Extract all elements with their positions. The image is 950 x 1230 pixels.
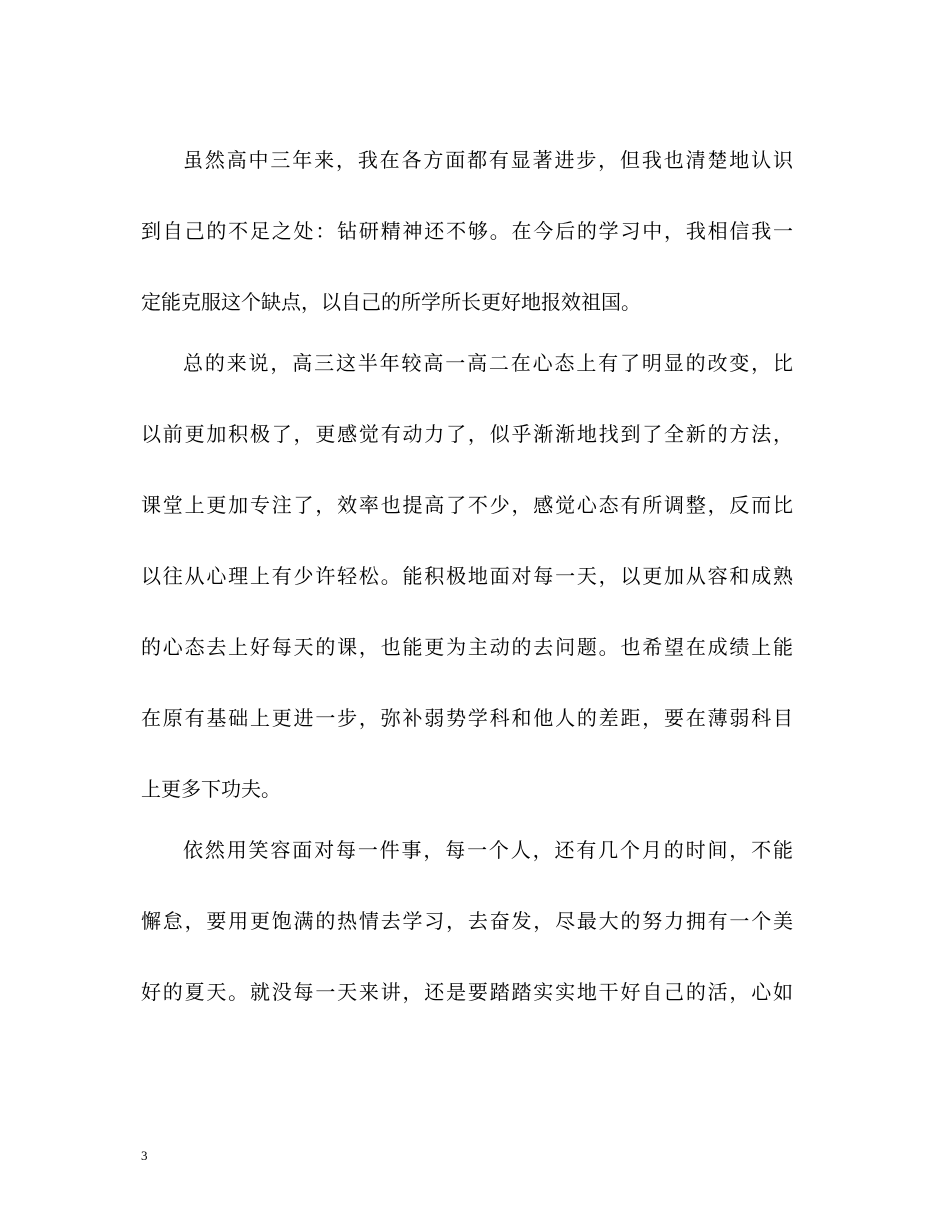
paragraph-2-line-3: 课堂上更加专注了，效率也提高了不少，感觉心态有所调整，反而比	[141, 493, 793, 517]
paragraph-1-line-3: 定能克服这个缺点，以自己的所学所长更好地报效祖国。	[141, 290, 641, 314]
paragraph-2-line-1: 总的来说，高三这半年较高一高二在心态上有了明显的改变，比	[183, 351, 793, 375]
paragraph-2-line-6: 在原有基础上更进一步，弥补弱势学科和他人的差距，要在薄弱科目	[141, 706, 793, 730]
paragraph-2-line-4: 以往从心理上有少许轻松。能积极地面对每一天，以更加从容和成熟	[141, 564, 793, 588]
paragraph-2-line-7: 上更多下功夫。	[141, 777, 281, 801]
paragraph-1-line-2: 到自己的不足之处：钻研精神还不够。在今后的学习中，我相信我一	[141, 219, 793, 243]
paragraph-2-line-2: 以前更加积极了，更感觉有动力了，似乎渐渐地找到了全新的方法，	[141, 422, 793, 446]
page-number: 3	[141, 1148, 148, 1163]
paragraph-3-line-1: 依然用笑容面对每一件事，每一个人，还有几个月的时间，不能	[183, 838, 793, 862]
paragraph-3-line-2: 懈怠，要用更饱满的热情去学习，去奋发，尽最大的努力拥有一个美	[141, 909, 793, 933]
paragraph-1-line-1: 虽然高中三年来，我在各方面都有显著进步，但我也清楚地认识	[183, 148, 793, 172]
paragraph-3-line-3: 好的夏天。就没每一天来讲，还是要踏踏实实地干好自己的活，心如	[141, 980, 793, 1004]
paragraph-2-line-5: 的心态去上好每天的课，也能更为主动的去问题。也希望在成绩上能	[141, 635, 793, 659]
